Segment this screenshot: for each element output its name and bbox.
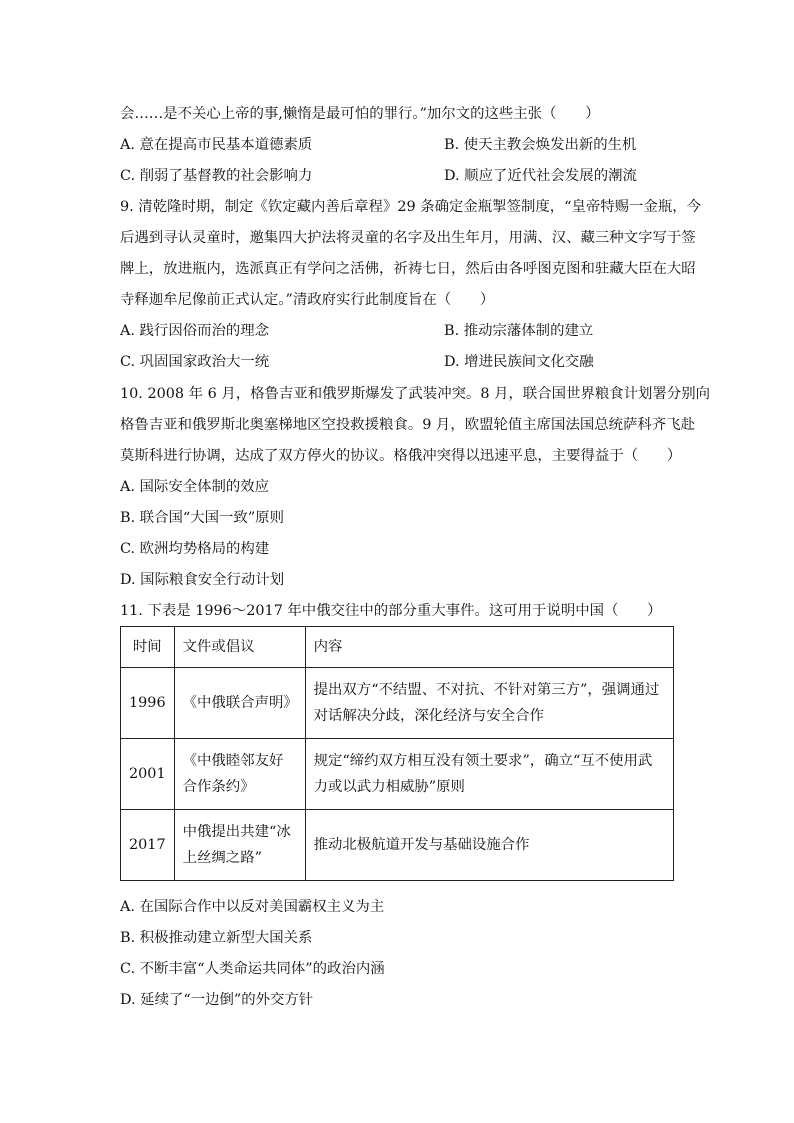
q10-option-a[interactable]: A. 国际安全体制的效应 — [120, 479, 270, 495]
q10-stem-line-1: 10. 2008 年 6 月，格鲁吉亚和俄罗斯爆发了武装冲突。8 月，联合国世界粮食计划署分别向 — [120, 386, 710, 402]
q10-option-b[interactable]: B. 联合国“大国一致”原则 — [120, 510, 284, 526]
q8-stem-tail: 会……是不关心上帝的事,懒惰是最可怕的罪行。”加尔文的这些主张（ ） — [120, 106, 600, 122]
table-row — [121, 810, 674, 881]
q8-option-d[interactable]: D. 顺应了近代社会发展的潮流 — [444, 168, 637, 184]
q11-option-d[interactable]: D. 延续了“一边倒”的外交方针 — [120, 992, 314, 1008]
q10-stem-line-3: 莫斯科进行协调，达成了双方停火的协议。格俄冲突得以迅速平息，主要得益于（ ） — [120, 448, 682, 464]
q11-option-a[interactable]: A. 在国际合作中以反对美国霸权主义为主 — [120, 899, 385, 915]
q8-option-a[interactable]: A. 意在提高市民基本道德素质 — [120, 137, 313, 153]
table-row — [121, 739, 674, 810]
cell-document: 《中俄联合声明》 — [174, 668, 305, 739]
q8-option-c[interactable]: C. 削弱了基督教的社会影响力 — [120, 168, 313, 184]
q11-events-table — [120, 626, 674, 881]
cell-content: 推动北极航道开发与基础设施合作 — [305, 810, 673, 881]
cell-year: 1996 — [121, 668, 175, 739]
cell-document: 中俄提出共建“冰上丝绸之路” — [174, 810, 305, 881]
q11-option-c[interactable]: C. 不断丰富“人类命运共同体”的政治内涵 — [120, 961, 385, 977]
q11-stem: 11. 下表是 1996～2017 年中俄交往中的部分重大事件。这可用于说明中国（ ） — [120, 603, 662, 619]
q10-stem-line-2: 格鲁吉亚和俄罗斯北奥塞梯地区空投救援粮食。9 月，欧盟轮值主席国法国总统萨科齐飞赴 — [120, 417, 695, 433]
cell-document: 《中俄睦邻友好合作条约》 — [174, 739, 305, 810]
cell-year: 2001 — [121, 739, 175, 810]
q10-option-c[interactable]: C. 欧洲均势格局的构建 — [120, 541, 270, 557]
q9-stem-line-1: 9. 清乾隆时期，制定《钦定藏内善后章程》29 条确定金瓶掣签制度，“皇帝特赐一金瓶，今 — [120, 199, 702, 215]
q9-stem-line-3: 牌上，放进瓶内，选派真正有学问之活佛，祈祷七日，然后由各呼图克图和驻藏大臣在大昭 — [120, 261, 696, 277]
q10-option-d[interactable]: D. 国际粮食安全行动计划 — [120, 572, 285, 588]
q9-option-b[interactable]: B. 推动宗藩体制的建立 — [444, 323, 594, 339]
q9-stem-line-4: 寺释迦牟尼像前正式认定。”清政府实行此制度旨在（ ） — [120, 292, 495, 308]
cell-year: 2017 — [121, 810, 175, 881]
table-row — [121, 668, 674, 739]
q9-option-c[interactable]: C. 巩固国家政治大一统 — [120, 354, 270, 370]
q9-stem-line-2: 后遇到寻认灵童时，邀集四大护法将灵童的名字及出生年月，用满、汉、藏三种文字写于签 — [120, 230, 696, 246]
cell-content: 规定“缔约双方相互没有领土要求”，确立“互不使用武力或以武力相威胁”原则 — [305, 739, 673, 810]
header-time: 时间 — [121, 627, 175, 668]
q9-option-d[interactable]: D. 增进民族间文化交融 — [444, 354, 594, 370]
header-content: 内容 — [305, 627, 673, 668]
q9-option-a[interactable]: A. 践行因俗而治的理念 — [120, 323, 270, 339]
q8-option-b[interactable]: B. 使天主教会焕发出新的生机 — [444, 137, 637, 153]
q11-option-b[interactable]: B. 积极推动建立新型大国关系 — [120, 930, 313, 946]
table-header-row — [121, 627, 674, 668]
header-document: 文件或倡议 — [174, 627, 305, 668]
cell-content: 提出双方“不结盟、不对抗、不针对第三方”，强调通过对话解决分歧，深化经济与安全合作 — [305, 668, 673, 739]
